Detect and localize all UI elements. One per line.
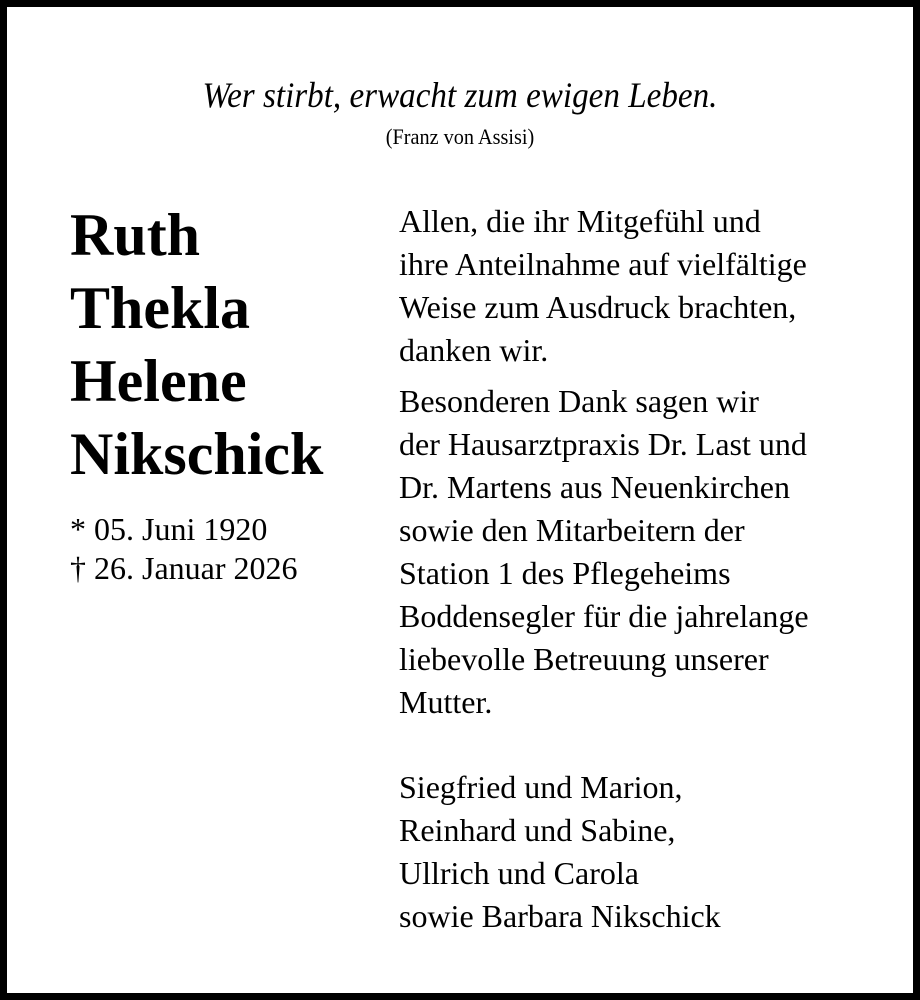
text-line: Boddensegler für die jahrelange [399, 598, 809, 634]
text-line: Weise zum Ausdruck brachten, [399, 289, 797, 325]
signature-line: Ullrich und Carola [399, 855, 639, 891]
signature-line: sowie Barbara Nikschick [399, 898, 721, 934]
name-line: Thekla [70, 275, 251, 341]
text-line: liebevolle Betreuung unserer [399, 641, 769, 677]
thanks-paragraph-special [399, 380, 879, 724]
signature-line: Reinhard und Sabine, [399, 812, 676, 848]
text-line: Station 1 des Pflegeheims [399, 555, 731, 591]
thanks-paragraph-general [399, 200, 879, 372]
text-line: der Hausarztpraxis Dr. Last und [399, 426, 807, 462]
thanks-text [399, 200, 879, 938]
name-line: Nikschick [70, 421, 324, 487]
name-line: Helene [70, 348, 247, 414]
name-line: Ruth [70, 202, 201, 268]
motto-quote: Wer stirbt, erwacht zum ewigen Leben. [202, 75, 718, 115]
text-line: sowie den Mitarbeitern der [399, 512, 745, 548]
life-dates [70, 510, 390, 588]
signature-line: Siegfried und Marion, [399, 769, 683, 805]
text-line: danken wir. [399, 332, 549, 368]
text-line: Mutter. [399, 684, 493, 720]
text-line: Allen, die ihr Mitgefühl und [399, 203, 761, 239]
deceased-name [70, 199, 390, 491]
text-line: Dr. Martens aus Neuenkirchen [399, 469, 790, 505]
motto-author: (Franz von Assisi) [385, 124, 535, 149]
family-signatures [399, 766, 879, 938]
deceased-info [70, 199, 390, 588]
birth-date: * 05. Juni 1920 [70, 511, 268, 547]
death-date: † 26. Januar 2026 [70, 550, 298, 586]
text-line: ihre Anteilnahme auf vielfältige [399, 246, 807, 282]
text-line: Besonderen Dank sagen wir [399, 383, 759, 419]
